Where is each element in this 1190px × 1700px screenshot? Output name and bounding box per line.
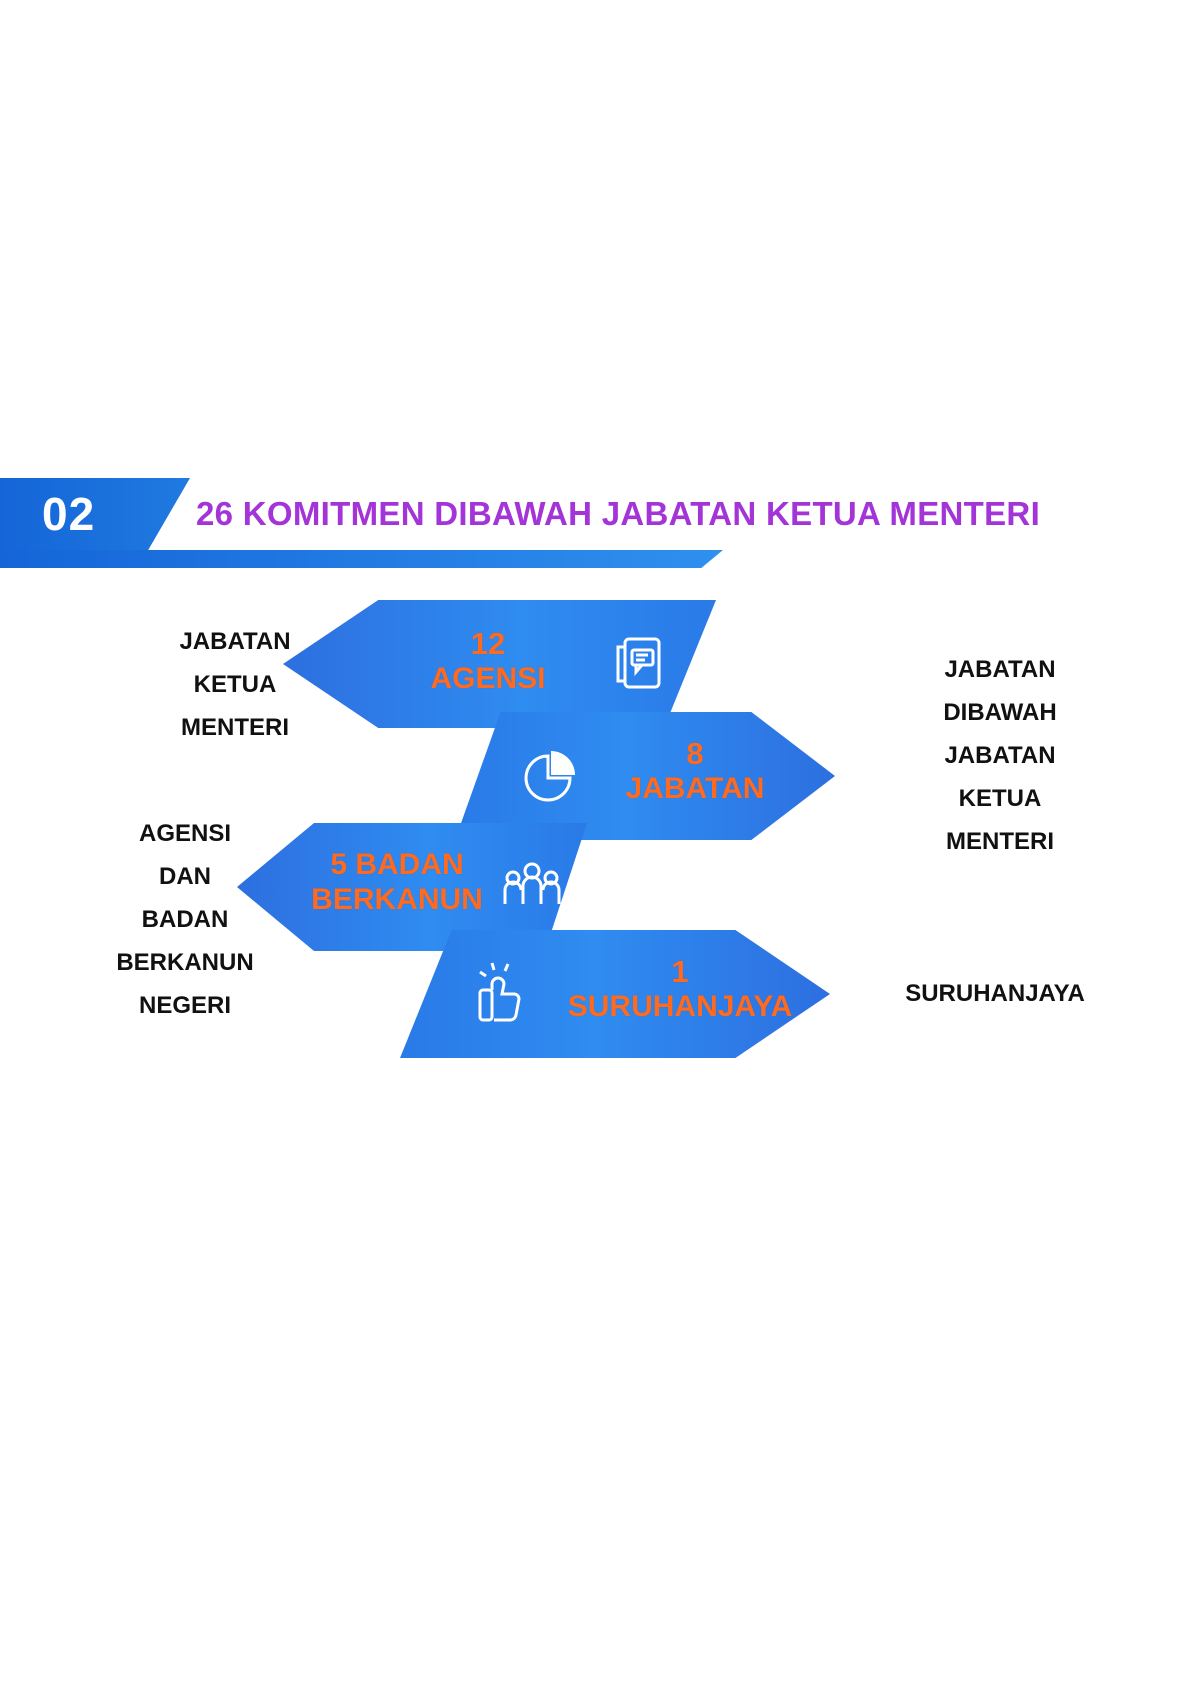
header-underline-bar: [0, 550, 723, 568]
people-group-icon: [499, 858, 565, 924]
label-agensi-dan-badan-berkanun-negeri: AGENSI DAN BADAN BERKANUN NEGERI: [116, 820, 254, 1019]
arrow-suruhanjaya: [400, 930, 830, 1058]
pie-chart-icon: [520, 744, 582, 814]
arrow-jabatan-unit: JABATAN: [625, 772, 765, 805]
arrow-jabatan: [455, 712, 835, 840]
arrow-badan-unit: BERKANUN: [311, 883, 483, 916]
slide-header: [0, 478, 1190, 583]
arrow-agensi-count: 12: [470, 626, 506, 661]
arrow-badan-count: 5 BADAN: [330, 848, 464, 881]
arrow-agensi-unit: AGENSI: [430, 662, 546, 695]
arrow-suruhanjaya-text: [555, 954, 805, 1024]
label-jabatan-ketua-menteri: JABATAN KETUA MENTERI: [179, 628, 291, 741]
thumbs-up-icon: [472, 960, 534, 1034]
arrow-suruhanjaya-unit: SURUHANJAYA: [567, 990, 793, 1023]
arrow-badan-berkanun-text: [297, 847, 497, 917]
label-jabatan-dibawah-jabatan-ketua-menteri: JABATAN DIBAWAH JABATAN KETUA MENTERI: [943, 656, 1057, 855]
arrow-agensi: [283, 600, 716, 728]
label-suruhanjaya: SURUHANJAYA: [905, 980, 1085, 1007]
arrow-jabatan-count: 8: [686, 736, 704, 771]
header-section-number: 02: [42, 488, 96, 540]
arrow-agensi-text: [393, 626, 583, 696]
arrow-suruhanjaya-count: 1: [671, 954, 689, 989]
document-comment-icon: [613, 633, 669, 703]
arrow-jabatan-text: [595, 736, 795, 806]
page-title: 26 KOMITMEN DIBAWAH JABATAN KETUA MENTERI: [196, 495, 1041, 532]
